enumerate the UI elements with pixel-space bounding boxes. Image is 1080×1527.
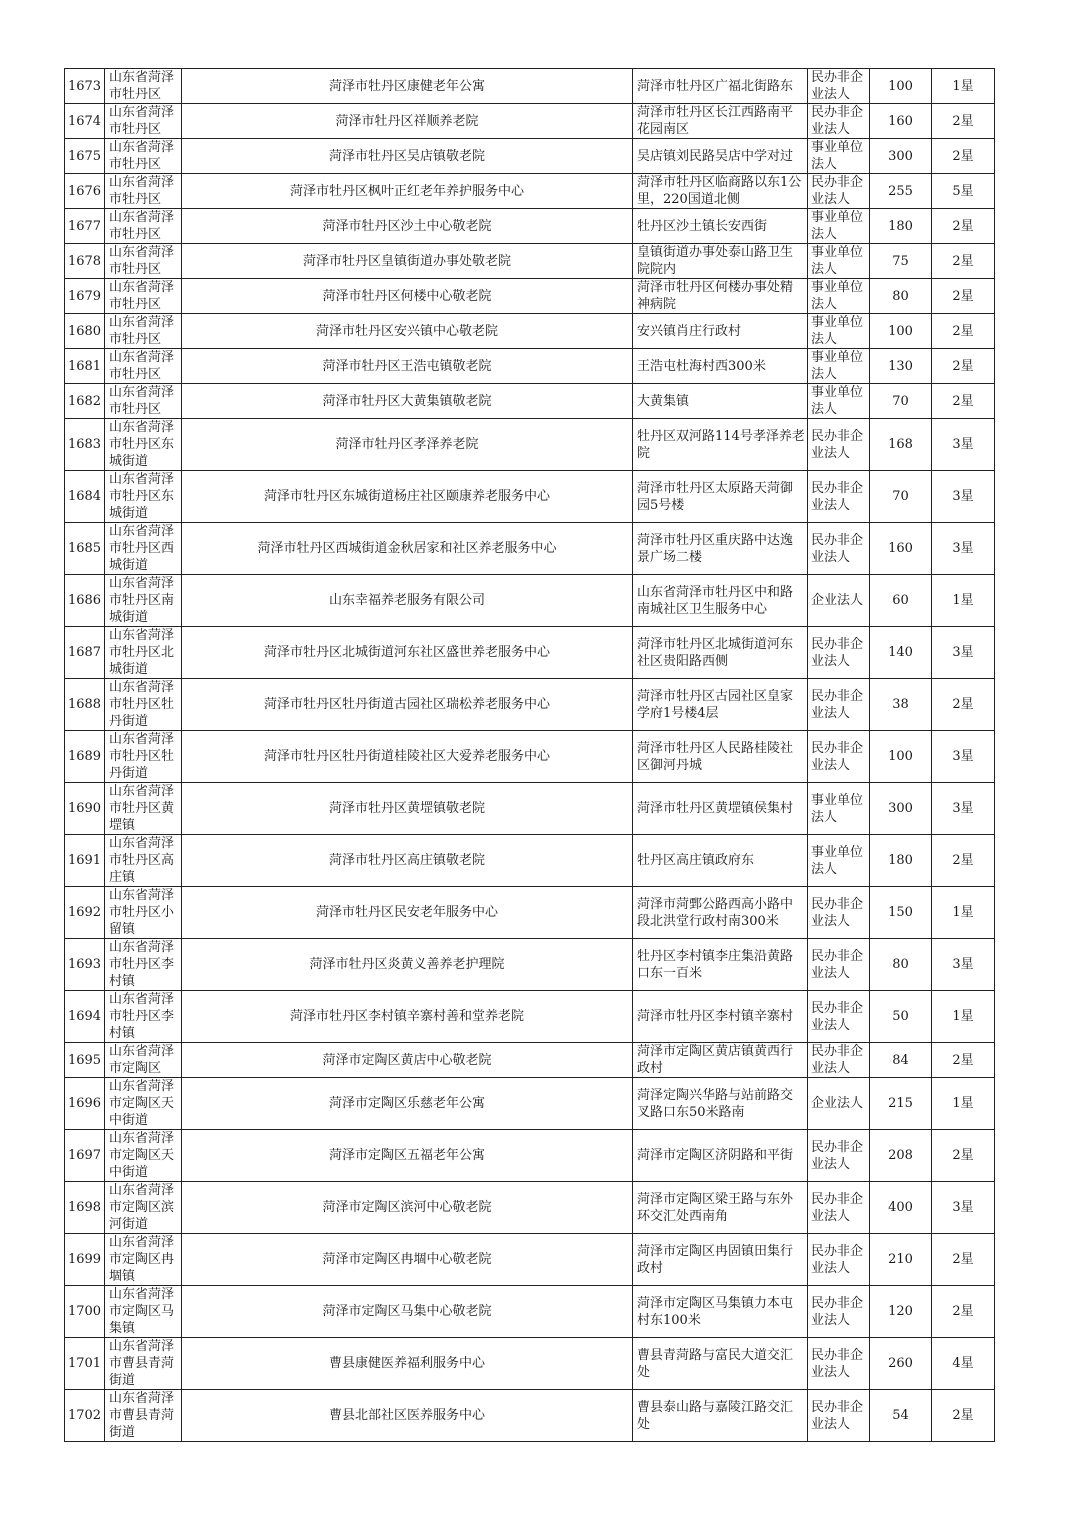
region-cell: 山东省菏泽市牡丹区 [105,279,182,314]
institution-name-cell: 菏泽市牡丹区牡丹街道古园社区瑞松养老服务中心 [182,679,633,731]
address-cell: 菏泽市牡丹区黄堽镇侯集村 [633,783,808,835]
legal-type-cell: 事业单位法人 [808,384,870,419]
legal-type-cell: 事业单位法人 [808,314,870,349]
serial-number-cell: 1675 [65,139,105,174]
star-rating-cell: 2星 [932,1043,995,1078]
address-cell: 菏泽市牡丹区临商路以东1公里，220国道北侧 [633,174,808,209]
bed-count-cell: 140 [870,627,932,679]
bed-count-cell: 60 [870,575,932,627]
institution-name-cell: 菏泽市定陶区冉堌中心敬老院 [182,1234,633,1286]
legal-type-cell: 民办非企业法人 [808,419,870,471]
address-cell: 菏泽市牡丹区重庆路中达逸景广场二楼 [633,523,808,575]
address-cell: 菏泽市牡丹区广福北街路东 [633,69,808,104]
institution-name-cell: 菏泽市牡丹区黄堽镇敬老院 [182,783,633,835]
serial-number-cell: 1680 [65,314,105,349]
star-rating-cell: 2星 [932,349,995,384]
table-row [65,939,995,991]
serial-number-cell: 1689 [65,731,105,783]
star-rating-cell: 1星 [932,69,995,104]
address-cell: 安兴镇肖庄行政村 [633,314,808,349]
table-row [65,471,995,523]
address-cell: 牡丹区沙土镇长安西街 [633,209,808,244]
address-cell: 菏泽定陶兴华路与站前路交叉路口东50米路南 [633,1078,808,1130]
bed-count-cell: 160 [870,523,932,575]
bed-count-cell: 150 [870,887,932,939]
region-cell: 山东省菏泽市牡丹区李村镇 [105,991,182,1043]
institution-name-cell: 菏泽市牡丹区沙土中心敬老院 [182,209,633,244]
serial-number-cell: 1688 [65,679,105,731]
region-cell: 山东省菏泽市牡丹区北城街道 [105,627,182,679]
region-cell: 山东省菏泽市牡丹区高庄镇 [105,835,182,887]
institution-name-cell: 菏泽市牡丹区西城街道金秋居家和社区养老服务中心 [182,523,633,575]
institution-name-cell: 菏泽市牡丹区民安老年服务中心 [182,887,633,939]
region-cell: 山东省菏泽市定陶区滨河街道 [105,1182,182,1234]
institution-table [64,68,995,1442]
legal-type-cell: 民办非企业法人 [808,679,870,731]
region-cell: 山东省菏泽市牡丹区东城街道 [105,419,182,471]
table-row [65,1338,995,1390]
table-row [65,384,995,419]
serial-number-cell: 1696 [65,1078,105,1130]
table-row [65,244,995,279]
legal-type-cell: 民办非企业法人 [808,471,870,523]
institution-name-cell: 菏泽市牡丹区何楼中心敬老院 [182,279,633,314]
legal-type-cell: 民办非企业法人 [808,991,870,1043]
institution-name-cell: 菏泽市定陶区黄店中心敬老院 [182,1043,633,1078]
serial-number-cell: 1679 [65,279,105,314]
bed-count-cell: 255 [870,174,932,209]
star-rating-cell: 2星 [932,384,995,419]
address-cell: 菏泽市牡丹区李村镇辛寨村 [633,991,808,1043]
legal-type-cell: 民办非企业法人 [808,939,870,991]
star-rating-cell: 3星 [932,939,995,991]
address-cell: 菏泽市牡丹区何楼办事处精神病院 [633,279,808,314]
legal-type-cell: 民办非企业法人 [808,1286,870,1338]
bed-count-cell: 100 [870,314,932,349]
institution-name-cell: 菏泽市牡丹区枫叶正红老年养护服务中心 [182,174,633,209]
serial-number-cell: 1690 [65,783,105,835]
region-cell: 山东省菏泽市牡丹区 [105,69,182,104]
table-body [65,69,995,1442]
address-cell: 菏泽市牡丹区古园社区皇家学府1号楼4层 [633,679,808,731]
legal-type-cell: 民办非企业法人 [808,1130,870,1182]
table-row [65,1182,995,1234]
address-cell: 王浩屯杜海村西300米 [633,349,808,384]
institution-name-cell: 菏泽市牡丹区牡丹街道桂陵社区大爱养老服务中心 [182,731,633,783]
address-cell: 菏泽市定陶区冉固镇田集行政村 [633,1234,808,1286]
legal-type-cell: 民办非企业法人 [808,69,870,104]
institution-name-cell: 菏泽市定陶区滨河中心敬老院 [182,1182,633,1234]
institution-name-cell: 菏泽市牡丹区孝泽养老院 [182,419,633,471]
address-cell: 牡丹区高庄镇政府东 [633,835,808,887]
region-cell: 山东省菏泽市定陶区天中街道 [105,1130,182,1182]
bed-count-cell: 100 [870,69,932,104]
region-cell: 山东省菏泽市牡丹区 [105,384,182,419]
serial-number-cell: 1694 [65,991,105,1043]
region-cell: 山东省菏泽市定陶区 [105,1043,182,1078]
region-cell: 山东省菏泽市牡丹区 [105,244,182,279]
bed-count-cell: 70 [870,471,932,523]
star-rating-cell: 2星 [932,314,995,349]
star-rating-cell: 2星 [932,1130,995,1182]
region-cell: 山东省菏泽市牡丹区黄堽镇 [105,783,182,835]
institution-name-cell: 菏泽市牡丹区大黄集镇敬老院 [182,384,633,419]
legal-type-cell: 民办非企业法人 [808,887,870,939]
legal-type-cell: 事业单位法人 [808,209,870,244]
bed-count-cell: 100 [870,731,932,783]
bed-count-cell: 180 [870,835,932,887]
institution-name-cell: 菏泽市牡丹区吴店镇敬老院 [182,139,633,174]
legal-type-cell: 民办非企业法人 [808,1390,870,1442]
table-row [65,731,995,783]
serial-number-cell: 1702 [65,1390,105,1442]
institution-name-cell: 山东幸福养老服务有限公司 [182,575,633,627]
institution-name-cell: 菏泽市牡丹区安兴镇中心敬老院 [182,314,633,349]
region-cell: 山东省菏泽市牡丹区 [105,314,182,349]
serial-number-cell: 1676 [65,174,105,209]
region-cell: 山东省菏泽市曹县青菏街道 [105,1390,182,1442]
table-row [65,1078,995,1130]
bed-count-cell: 260 [870,1338,932,1390]
legal-type-cell: 民办非企业法人 [808,1338,870,1390]
institution-name-cell: 菏泽市牡丹区炎黄义善养老护理院 [182,939,633,991]
region-cell: 山东省菏泽市牡丹区牡丹街道 [105,679,182,731]
legal-type-cell: 民办非企业法人 [808,1182,870,1234]
serial-number-cell: 1687 [65,627,105,679]
serial-number-cell: 1700 [65,1286,105,1338]
address-cell: 皇镇街道办事处泰山路卫生院院内 [633,244,808,279]
table-row [65,783,995,835]
table-row [65,419,995,471]
serial-number-cell: 1692 [65,887,105,939]
table-row [65,1043,995,1078]
address-cell: 菏泽市牡丹区长江西路南平花园南区 [633,104,808,139]
serial-number-cell: 1677 [65,209,105,244]
region-cell: 山东省菏泽市牡丹区小留镇 [105,887,182,939]
legal-type-cell: 民办非企业法人 [808,104,870,139]
table-row [65,1390,995,1442]
institution-name-cell: 菏泽市牡丹区皇镇街道办事处敬老院 [182,244,633,279]
region-cell: 山东省菏泽市牡丹区 [105,349,182,384]
star-rating-cell: 2星 [932,835,995,887]
table-row [65,887,995,939]
bed-count-cell: 300 [870,139,932,174]
serial-number-cell: 1693 [65,939,105,991]
legal-type-cell: 民办非企业法人 [808,1043,870,1078]
serial-number-cell: 1701 [65,1338,105,1390]
bed-count-cell: 80 [870,279,932,314]
star-rating-cell: 3星 [932,731,995,783]
address-cell: 曹县泰山路与嘉陵江路交汇处 [633,1390,808,1442]
bed-count-cell: 54 [870,1390,932,1442]
table-row [65,523,995,575]
table-row [65,1130,995,1182]
institution-name-cell: 菏泽市定陶区乐慈老年公寓 [182,1078,633,1130]
legal-type-cell: 事业单位法人 [808,139,870,174]
bed-count-cell: 180 [870,209,932,244]
bed-count-cell: 70 [870,384,932,419]
institution-name-cell: 菏泽市定陶区五福老年公寓 [182,1130,633,1182]
serial-number-cell: 1684 [65,471,105,523]
table-row [65,627,995,679]
table-row [65,174,995,209]
serial-number-cell: 1686 [65,575,105,627]
address-cell: 菏泽市牡丹区太原路天菏御园5号楼 [633,471,808,523]
legal-type-cell: 民办非企业法人 [808,174,870,209]
region-cell: 山东省菏泽市牡丹区 [105,209,182,244]
region-cell: 山东省菏泽市定陶区天中街道 [105,1078,182,1130]
region-cell: 山东省菏泽市牡丹区南城街道 [105,575,182,627]
institution-name-cell: 菏泽市牡丹区李村镇辛寨村善和堂养老院 [182,991,633,1043]
table-row [65,139,995,174]
address-cell: 牡丹区李村镇李庄集沿黄路口东一百米 [633,939,808,991]
star-rating-cell: 1星 [932,887,995,939]
table-row [65,1286,995,1338]
address-cell: 牡丹区双河路114号孝泽养老院 [633,419,808,471]
region-cell: 山东省菏泽市牡丹区 [105,104,182,139]
address-cell: 大黄集镇 [633,384,808,419]
table-row [65,575,995,627]
table-row [65,69,995,104]
bed-count-cell: 130 [870,349,932,384]
table-row [65,349,995,384]
table-row [65,209,995,244]
table-row [65,104,995,139]
table-row [65,1234,995,1286]
legal-type-cell: 企业法人 [808,1078,870,1130]
star-rating-cell: 2星 [932,209,995,244]
serial-number-cell: 1678 [65,244,105,279]
star-rating-cell: 2星 [932,679,995,731]
institution-name-cell: 曹县北部社区医养服务中心 [182,1390,633,1442]
bed-count-cell: 300 [870,783,932,835]
bed-count-cell: 210 [870,1234,932,1286]
table-row [65,991,995,1043]
star-rating-cell: 2星 [932,1234,995,1286]
star-rating-cell: 3星 [932,627,995,679]
address-cell: 菏泽市定陶区马集镇力本屯村东100米 [633,1286,808,1338]
address-cell: 菏泽市牡丹区北城街道河东社区贵阳路西侧 [633,627,808,679]
institution-name-cell: 菏泽市定陶区马集中心敬老院 [182,1286,633,1338]
legal-type-cell: 事业单位法人 [808,783,870,835]
region-cell: 山东省菏泽市牡丹区牡丹街道 [105,731,182,783]
star-rating-cell: 2星 [932,279,995,314]
star-rating-cell: 1星 [932,575,995,627]
star-rating-cell: 4星 [932,1338,995,1390]
star-rating-cell: 1星 [932,1078,995,1130]
legal-type-cell: 民办非企业法人 [808,731,870,783]
legal-type-cell: 企业法人 [808,575,870,627]
serial-number-cell: 1698 [65,1182,105,1234]
serial-number-cell: 1699 [65,1234,105,1286]
bed-count-cell: 215 [870,1078,932,1130]
region-cell: 山东省菏泽市牡丹区 [105,174,182,209]
star-rating-cell: 3星 [932,1182,995,1234]
serial-number-cell: 1682 [65,384,105,419]
table-row [65,279,995,314]
legal-type-cell: 民办非企业法人 [808,1234,870,1286]
region-cell: 山东省菏泽市曹县青菏街道 [105,1338,182,1390]
star-rating-cell: 3星 [932,419,995,471]
bed-count-cell: 168 [870,419,932,471]
star-rating-cell: 2星 [932,1286,995,1338]
address-cell: 山东省菏泽市牡丹区中和路南城社区卫生服务中心 [633,575,808,627]
serial-number-cell: 1697 [65,1130,105,1182]
address-cell: 曹县青菏路与富民大道交汇处 [633,1338,808,1390]
institution-name-cell: 菏泽市牡丹区康健老年公寓 [182,69,633,104]
bed-count-cell: 208 [870,1130,932,1182]
region-cell: 山东省菏泽市牡丹区李村镇 [105,939,182,991]
address-cell: 菏泽市定陶区济阴路和平街 [633,1130,808,1182]
institution-name-cell: 菏泽市牡丹区北城街道河东社区盛世养老服务中心 [182,627,633,679]
bed-count-cell: 75 [870,244,932,279]
star-rating-cell: 2星 [932,104,995,139]
bed-count-cell: 400 [870,1182,932,1234]
serial-number-cell: 1685 [65,523,105,575]
bed-count-cell: 160 [870,104,932,139]
table-row [65,835,995,887]
serial-number-cell: 1673 [65,69,105,104]
address-cell: 菏泽市定陶区梁王路与东外环交汇处西南角 [633,1182,808,1234]
serial-number-cell: 1683 [65,419,105,471]
bed-count-cell: 80 [870,939,932,991]
bed-count-cell: 120 [870,1286,932,1338]
star-rating-cell: 3星 [932,523,995,575]
region-cell: 山东省菏泽市定陶区马集镇 [105,1286,182,1338]
table-row [65,314,995,349]
region-cell: 山东省菏泽市牡丹区 [105,139,182,174]
address-cell: 菏泽市牡丹区人民路桂陵社区御河丹城 [633,731,808,783]
institution-name-cell: 菏泽市牡丹区王浩屯镇敬老院 [182,349,633,384]
legal-type-cell: 民办非企业法人 [808,523,870,575]
region-cell: 山东省菏泽市牡丹区东城街道 [105,471,182,523]
serial-number-cell: 1681 [65,349,105,384]
bed-count-cell: 84 [870,1043,932,1078]
star-rating-cell: 1星 [932,991,995,1043]
legal-type-cell: 民办非企业法人 [808,627,870,679]
legal-type-cell: 事业单位法人 [808,244,870,279]
region-cell: 山东省菏泽市牡丹区西城街道 [105,523,182,575]
legal-type-cell: 事业单位法人 [808,279,870,314]
region-cell: 山东省菏泽市定陶区冉堌镇 [105,1234,182,1286]
serial-number-cell: 1674 [65,104,105,139]
legal-type-cell: 事业单位法人 [808,349,870,384]
institution-name-cell: 菏泽市牡丹区高庄镇敬老院 [182,835,633,887]
institution-name-cell: 菏泽市牡丹区祥顺养老院 [182,104,633,139]
bed-count-cell: 38 [870,679,932,731]
address-cell: 菏泽市定陶区黄店镇黄西行政村 [633,1043,808,1078]
legal-type-cell: 事业单位法人 [808,835,870,887]
star-rating-cell: 2星 [932,1390,995,1442]
star-rating-cell: 3星 [932,471,995,523]
serial-number-cell: 1691 [65,835,105,887]
institution-name-cell: 菏泽市牡丹区东城街道杨庄社区颐康养老服务中心 [182,471,633,523]
institution-name-cell: 曹县康健医养福利服务中心 [182,1338,633,1390]
address-cell: 菏泽市菏鄄公路西高小路中段北洪堂行政村南300米 [633,887,808,939]
address-cell: 吴店镇刘民路吴店中学对过 [633,139,808,174]
star-rating-cell: 5星 [932,174,995,209]
serial-number-cell: 1695 [65,1043,105,1078]
star-rating-cell: 2星 [932,244,995,279]
star-rating-cell: 2星 [932,139,995,174]
star-rating-cell: 3星 [932,783,995,835]
bed-count-cell: 50 [870,991,932,1043]
table-row [65,679,995,731]
